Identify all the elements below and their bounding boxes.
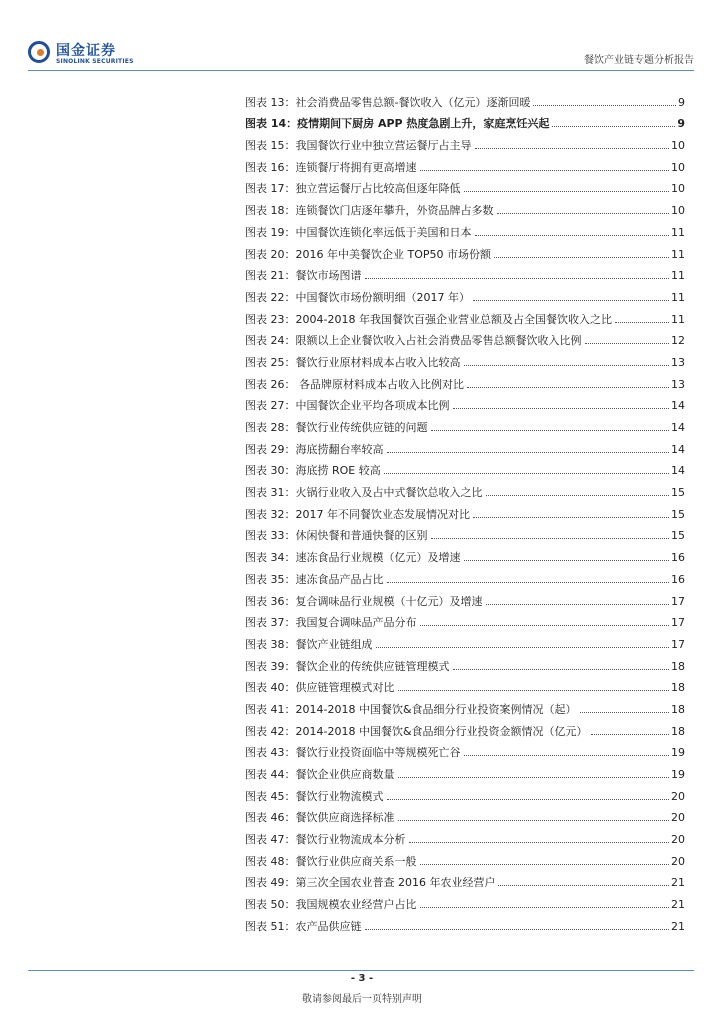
toc-entry[interactable] xyxy=(245,630,685,652)
toc-entry[interactable] xyxy=(245,587,685,609)
toc-entry-page: 11 xyxy=(671,225,685,239)
header-divider xyxy=(28,70,694,71)
toc-entry[interactable] xyxy=(245,435,685,457)
toc-entry[interactable] xyxy=(245,782,685,804)
toc-entry[interactable] xyxy=(245,88,685,110)
toc-entry-label: 图表 22：中国餐饮市场份额明细（2017 年） xyxy=(245,290,470,304)
toc-entry-label: 图表 47：餐饮行业物流成本分析 xyxy=(245,833,406,847)
toc-leader-dots xyxy=(453,668,670,670)
toc-entry-page: 15 xyxy=(671,507,685,521)
toc-leader-dots xyxy=(475,234,670,236)
company-logo xyxy=(28,40,138,70)
toc-entry-page: 17 xyxy=(671,594,685,608)
toc-leader-dots xyxy=(494,256,669,258)
page-header xyxy=(0,0,724,80)
toc-leader-dots xyxy=(387,798,670,800)
toc-leader-dots xyxy=(486,603,670,605)
toc-leader-dots xyxy=(365,928,670,930)
toc-entry-label: 图表 39：餐饮企业的传统供应链管理模式 xyxy=(245,659,450,673)
toc-leader-dots xyxy=(464,754,670,756)
toc-entry[interactable] xyxy=(245,262,685,284)
toc-leader-dots xyxy=(384,472,669,474)
toc-leader-dots xyxy=(420,624,670,626)
toc-entry[interactable] xyxy=(245,240,685,262)
toc-entry-label: 图表 42：2014-2018 中国餐饮&食品细分行业投资金额情况（亿元） xyxy=(245,724,588,738)
toc-entry-page: 21 xyxy=(671,876,685,890)
toc-entry-label: 图表 48：餐饮行业供应商关系一般 xyxy=(245,854,417,868)
toc-leader-dots xyxy=(591,733,669,735)
toc-entry[interactable] xyxy=(245,131,685,153)
toc-entry-label: 图表 29：海底捞翻台率较高 xyxy=(245,442,384,456)
toc-entry-label: 图表 16：连锁餐厅将拥有更高增速 xyxy=(245,160,417,174)
toc-entry-page: 20 xyxy=(671,854,685,868)
toc-entry-page: 20 xyxy=(671,833,685,847)
toc-leader-dots xyxy=(486,494,670,496)
toc-entry-page: 16 xyxy=(671,572,685,586)
toc-entry-label: 图表 44：餐饮企业供应商数量 xyxy=(245,768,395,781)
toc-entry[interactable] xyxy=(245,175,685,197)
toc-entry-label: 图表 36：复合调味品行业规模（十亿元）及增速 xyxy=(245,594,483,608)
toc-entry-page: 13 xyxy=(671,355,685,369)
toc-entry-label: 图表 23：2004-2018 年我国餐饮百强企业营业总额及占全国餐饮收入之比 xyxy=(245,312,612,326)
toc-entry-page: 9 xyxy=(677,117,685,131)
toc-entry[interactable] xyxy=(245,392,685,414)
toc-entry-label: 图表 18：连锁餐饮门店逐年攀升，外资品牌占多数 xyxy=(245,204,494,218)
toc-entry-label: 图表 13：社会消费品零售总额-餐饮收入（亿元）逐渐回暖 xyxy=(245,95,531,109)
toc-entry-label: 图表 49：第三次全国农业普查 2016 年农业经营户 xyxy=(245,876,496,890)
toc-leader-dots xyxy=(431,537,670,539)
toc-entry[interactable] xyxy=(245,348,685,370)
toc-entry-label: 图表 28：餐饮行业传统供应链的问题 xyxy=(245,421,428,434)
toc-entry-page: 14 xyxy=(671,421,685,434)
toc-entry[interactable] xyxy=(245,739,685,761)
toc-entry-label: 图表 34：速冻食品行业规模（亿元）及增速 xyxy=(245,551,461,565)
toc-entry-page: 18 xyxy=(671,724,685,738)
toc-entry-label: 图表 24：限额以上企业餐饮收入占社会消费品零售总额餐饮收入比例 xyxy=(245,334,582,348)
toc-leader-dots xyxy=(473,516,669,518)
toc-entry[interactable] xyxy=(245,847,685,869)
toc-entry[interactable] xyxy=(245,804,685,826)
toc-leader-dots xyxy=(387,451,670,453)
toc-entry-label: 图表 19：中国餐饮连锁化率远低于美国和日本 xyxy=(245,225,472,239)
toc-leader-dots xyxy=(552,125,675,127)
toc-leader-dots xyxy=(475,147,670,149)
toc-entry-label: 图表 45：餐饮行业物流模式 xyxy=(245,789,384,803)
toc-entry-label: 图表 31：火锅行业收入及占中式餐饮总收入之比 xyxy=(245,486,483,500)
toc-entry[interactable] xyxy=(245,760,685,782)
toc-entry-page: 16 xyxy=(671,551,685,565)
toc-entry-page: 15 xyxy=(671,486,685,500)
toc-leader-dots xyxy=(365,277,670,279)
toc-entry[interactable] xyxy=(245,457,685,479)
toc-entry[interactable] xyxy=(245,305,685,327)
toc-entry[interactable] xyxy=(245,869,685,891)
toc-leader-dots xyxy=(533,104,676,106)
toc-entry[interactable] xyxy=(245,327,685,349)
toc-leader-dots xyxy=(585,342,670,344)
toc-entry[interactable] xyxy=(245,652,685,674)
toc-entry-page: 17 xyxy=(671,637,685,651)
toc-entry-page: 19 xyxy=(671,746,685,760)
toc-entry-label: 图表 40：供应链管理模式对比 xyxy=(245,681,395,695)
toc-entry-page: 11 xyxy=(671,312,685,326)
toc-entry-page: 14 xyxy=(671,442,685,456)
toc-leader-dots xyxy=(580,711,669,713)
toc-leader-dots xyxy=(409,841,670,843)
toc-entry-label: 图表 25：餐饮行业原材料成本占收入比较高 xyxy=(245,355,461,369)
toc-entry-label: 图表 41：2014-2018 中国餐饮&食品细分行业投资案例情况（起） xyxy=(245,702,577,716)
disclaimer-note: 敬请参阅最后一页特别声明 xyxy=(302,994,422,1005)
toc-entry-label: 图表 17：独立营运餐厅占比较高但逐年降低 xyxy=(245,182,461,196)
toc-entry-page: 14 xyxy=(671,464,685,478)
toc-entry-label: 图表 32：2017 年不同餐饮业态发展情况对比 xyxy=(245,507,470,521)
toc-entry[interactable] xyxy=(245,283,685,305)
toc-entry-page: 11 xyxy=(671,269,685,283)
toc-leader-dots xyxy=(615,321,669,323)
toc-entry-label: 图表 43：餐饮行业投资面临中等规模死亡谷 xyxy=(245,746,461,760)
toc-entry-page: 20 xyxy=(671,789,685,803)
toc-entry[interactable] xyxy=(245,218,685,240)
toc-leader-dots xyxy=(420,906,670,908)
toc-leader-dots xyxy=(498,884,669,886)
toc-entry[interactable] xyxy=(245,153,685,175)
toc-entry[interactable] xyxy=(245,413,685,435)
toc-entry-label: 图表 30：海底捞 ROE 较高 xyxy=(245,464,381,478)
toc-entry[interactable] xyxy=(245,543,685,565)
toc-entry[interactable] xyxy=(245,695,685,717)
toc-entry-page: 18 xyxy=(671,702,685,716)
toc-entry-label: 图表 51：农产品供应链 xyxy=(245,919,362,933)
toc-entry-page: 10 xyxy=(671,139,685,153)
logo-english-name: SINOLINK SECURITIES xyxy=(56,58,134,65)
toc-entry-label: 图表 38：餐饮产业链组成 xyxy=(245,637,373,651)
toc-entry[interactable] xyxy=(245,674,685,696)
toc-entry-page: 13 xyxy=(671,377,685,391)
toc-entry-label: 图表 35：速冻食品产品占比 xyxy=(245,572,384,586)
figure-list xyxy=(245,88,685,934)
toc-entry-label: 图表 37：我国复合调味品产品分布 xyxy=(245,616,417,630)
toc-entry-page: 21 xyxy=(671,898,685,912)
logo-icon xyxy=(28,41,50,63)
toc-entry[interactable] xyxy=(245,825,685,847)
toc-entry[interactable] xyxy=(245,609,685,631)
toc-leader-dots xyxy=(464,364,670,366)
toc-entry-label: 图表 21：餐饮市场图谱 xyxy=(245,269,362,283)
toc-entry-page: 21 xyxy=(671,919,685,933)
toc-leader-dots xyxy=(431,429,670,431)
toc-entry-label: 图表 14：疫情期间下厨房 APP 热度急剧上升，家庭烹饪兴起 xyxy=(245,117,550,131)
toc-leader-dots xyxy=(376,646,670,648)
toc-entry-page: 12 xyxy=(671,334,685,348)
toc-entry-page: 11 xyxy=(671,290,685,304)
toc-entry-page: 10 xyxy=(671,204,685,218)
toc-leader-dots xyxy=(497,212,670,214)
toc-entry[interactable] xyxy=(245,890,685,912)
toc-entry-label: 图表 33：休闲快餐和普通快餐的区别 xyxy=(245,529,428,543)
toc-entry-page: 15 xyxy=(671,529,685,543)
toc-entry-label: 图表 15：我国餐饮行业中独立营运餐厅占主导 xyxy=(245,139,472,153)
toc-entry[interactable] xyxy=(245,478,685,500)
toc-entry-page: 10 xyxy=(671,182,685,196)
toc-entry-page: 9 xyxy=(678,95,685,109)
toc-entry[interactable] xyxy=(245,565,685,587)
toc-leader-dots xyxy=(420,169,670,171)
toc-leader-dots xyxy=(420,863,670,865)
toc-entry-page: 19 xyxy=(671,768,685,781)
toc-entry-page: 18 xyxy=(671,659,685,673)
toc-entry-label: 图表 50：我国规模农业经营户占比 xyxy=(245,898,417,912)
toc-leader-dots xyxy=(467,386,669,388)
toc-entry[interactable] xyxy=(245,522,685,544)
toc-entry-page: 20 xyxy=(671,811,685,825)
toc-entry-page: 14 xyxy=(671,399,685,413)
logo-chinese-name: 国金证券 xyxy=(56,43,116,59)
toc-entry[interactable] xyxy=(245,370,685,392)
toc-leader-dots xyxy=(398,689,670,691)
toc-entry[interactable] xyxy=(245,110,685,132)
toc-entry[interactable] xyxy=(245,912,685,934)
toc-leader-dots xyxy=(453,407,670,409)
toc-entry-page: 17 xyxy=(671,616,685,630)
toc-entry-page: 18 xyxy=(671,681,685,695)
toc-entry-label: 图表 26： 各品牌原材料成本占收入比例对比 xyxy=(245,377,464,391)
toc-leader-dots xyxy=(398,819,670,821)
page-number: - 3 - xyxy=(350,973,374,984)
toc-entry-label: 图表 20：2016 年中美餐饮企业 TOP50 市场份额 xyxy=(245,247,491,261)
toc-entry-label: 图表 27：中国餐饮企业平均各项成本比例 xyxy=(245,399,450,413)
document-title: 餐饮产业链专题分析报告 xyxy=(584,55,694,66)
toc-leader-dots xyxy=(464,559,670,561)
toc-leader-dots xyxy=(464,190,670,192)
toc-entry[interactable] xyxy=(245,500,685,522)
toc-entry-label: 图表 46：餐饮供应商选择标准 xyxy=(245,811,395,825)
toc-entry-page: 10 xyxy=(671,160,685,174)
toc-leader-dots xyxy=(387,581,670,583)
toc-entry[interactable] xyxy=(245,717,685,739)
footer-divider xyxy=(28,970,694,971)
toc-leader-dots xyxy=(398,776,670,778)
toc-entry[interactable] xyxy=(245,196,685,218)
toc-entry-page: 11 xyxy=(671,247,685,261)
toc-leader-dots xyxy=(473,299,669,301)
